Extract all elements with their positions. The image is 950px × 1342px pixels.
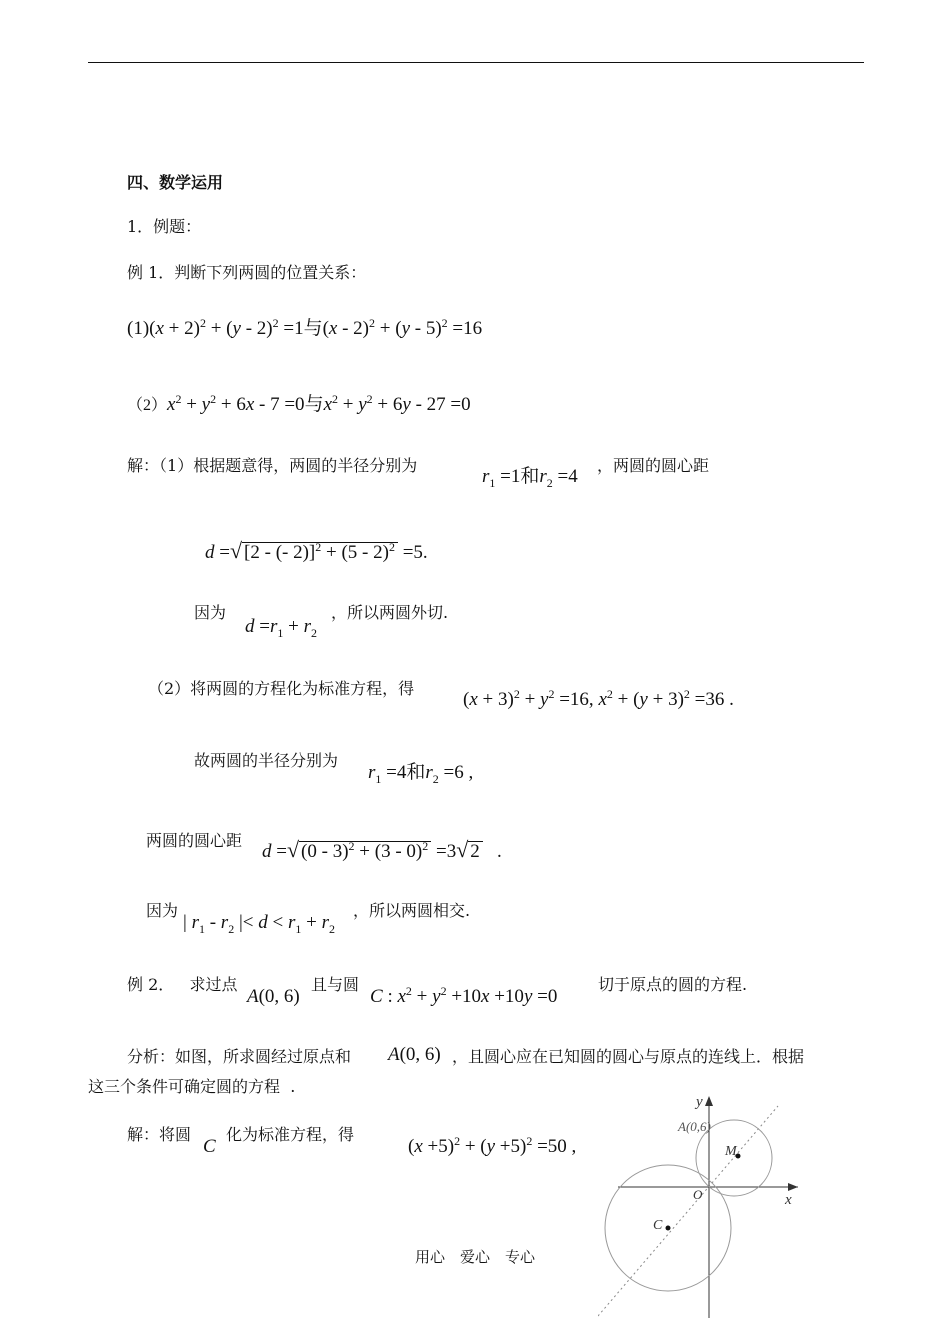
problem-1: $(1)(x + 2)^2 + (y - 2)^2 =1$与(x - 2)$^2$ + (y - 5)$^2$ =16: [127, 316, 483, 339]
y-axis-arrow-icon: [705, 1096, 713, 1106]
point-m-label: M: [725, 1144, 737, 1159]
center-line: [598, 1106, 778, 1316]
x-axis-label: x: [785, 1192, 792, 1208]
analysis-line-2: 这三个条件可确定圆的方程 .: [88, 1077, 296, 1096]
center-distance-text: 两圆的圆心距: [146, 831, 243, 850]
intersect-conclusion: ，所以两圆相交.: [353, 901, 471, 920]
geometry-diagram: [598, 1088, 808, 1318]
solution-2-radii: $r_1 =4$和$r_2 =6$ ,: [368, 762, 474, 786]
solution-2-text: （2）将两圆的方程化为标准方程，得: [148, 679, 415, 698]
solution-1-text2: ，两圆的圆心距: [597, 456, 710, 475]
tangent-conclusion: ，所以两圆外切.: [331, 603, 449, 622]
x-axis-arrow-icon: [788, 1183, 798, 1191]
example-2-text2: 且与圆: [311, 975, 360, 994]
analysis-line-1: 分析：如图，所求圆经过原点和: [127, 1047, 352, 1066]
distance-formula-2: d =√ (0 - 3)$^2$ + (3 - 0)$^2$ =3√ 2 .: [262, 837, 502, 862]
example-2-text3: 切于原点的圆的方程.: [598, 975, 748, 994]
header-rule: [88, 62, 864, 63]
point-a: A(0, 6): [247, 986, 300, 1007]
example-heading: 1．例题：: [127, 217, 202, 236]
tangent-condition: $d =r_1 + r_2$: [245, 616, 317, 640]
section-title: 四、数学运用: [127, 173, 224, 192]
analysis-line-1b: ，且圆心应在已知圆的圆心与原点的连线上．根据: [452, 1047, 805, 1066]
circle-c-standard-equation: $(x +5)^2 + (y +5)^2 =50$ ,: [408, 1134, 577, 1157]
because-1: 因为: [194, 603, 227, 622]
solution-1-radii: $r_1 =1$和$r_2 =4$: [482, 466, 578, 490]
solution-2-radius-text: 故两圆的半径分别为: [194, 751, 339, 770]
y-axis-label: y: [696, 1094, 703, 1110]
circle-c-equation: C : $x^2 + y^2 +10x +10y =0$: [370, 984, 558, 1007]
standard-equations: $(x + 3)^2 + y^2 =16$, $x^2 + (y + 3)^2 =36$ .: [463, 687, 734, 710]
circle-c-symbol: C: [203, 1136, 216, 1157]
point-c-label: C: [653, 1218, 663, 1233]
point-a-label: A(0,6): [678, 1119, 711, 1134]
solution-2-standard-text: 化为标准方程，得: [226, 1125, 355, 1144]
problem-2: $(2)x^2 + y^2 + 6x - 7 =0$与$x^2 + y^2 + 6y - 27 =0$: [127, 392, 471, 415]
example-1-intro: 例 1．判断下列两圆的位置关系：: [127, 263, 367, 282]
solution-2-label: 解：将圆: [127, 1125, 192, 1144]
origin-label: O: [693, 1187, 703, 1202]
intersect-condition: | $r_1 - r_2$ |< $d < r_1 + r_2$: [183, 912, 335, 936]
point-c: [666, 1226, 671, 1231]
solution-1-text: 解：（1）根据题意得，两圆的半径分别为: [127, 456, 418, 475]
page-footer: 用心 爱心 专心: [414, 1248, 535, 1266]
because-2: 因为: [146, 901, 179, 920]
example-2-label: 例 2． 求过点: [127, 975, 238, 994]
distance-formula-1: d =√ [2 - (- 2)]$^2$ + (5 - 2)$^2$ =5.: [205, 538, 428, 563]
analysis-point-a: A(0, 6): [388, 1044, 441, 1065]
